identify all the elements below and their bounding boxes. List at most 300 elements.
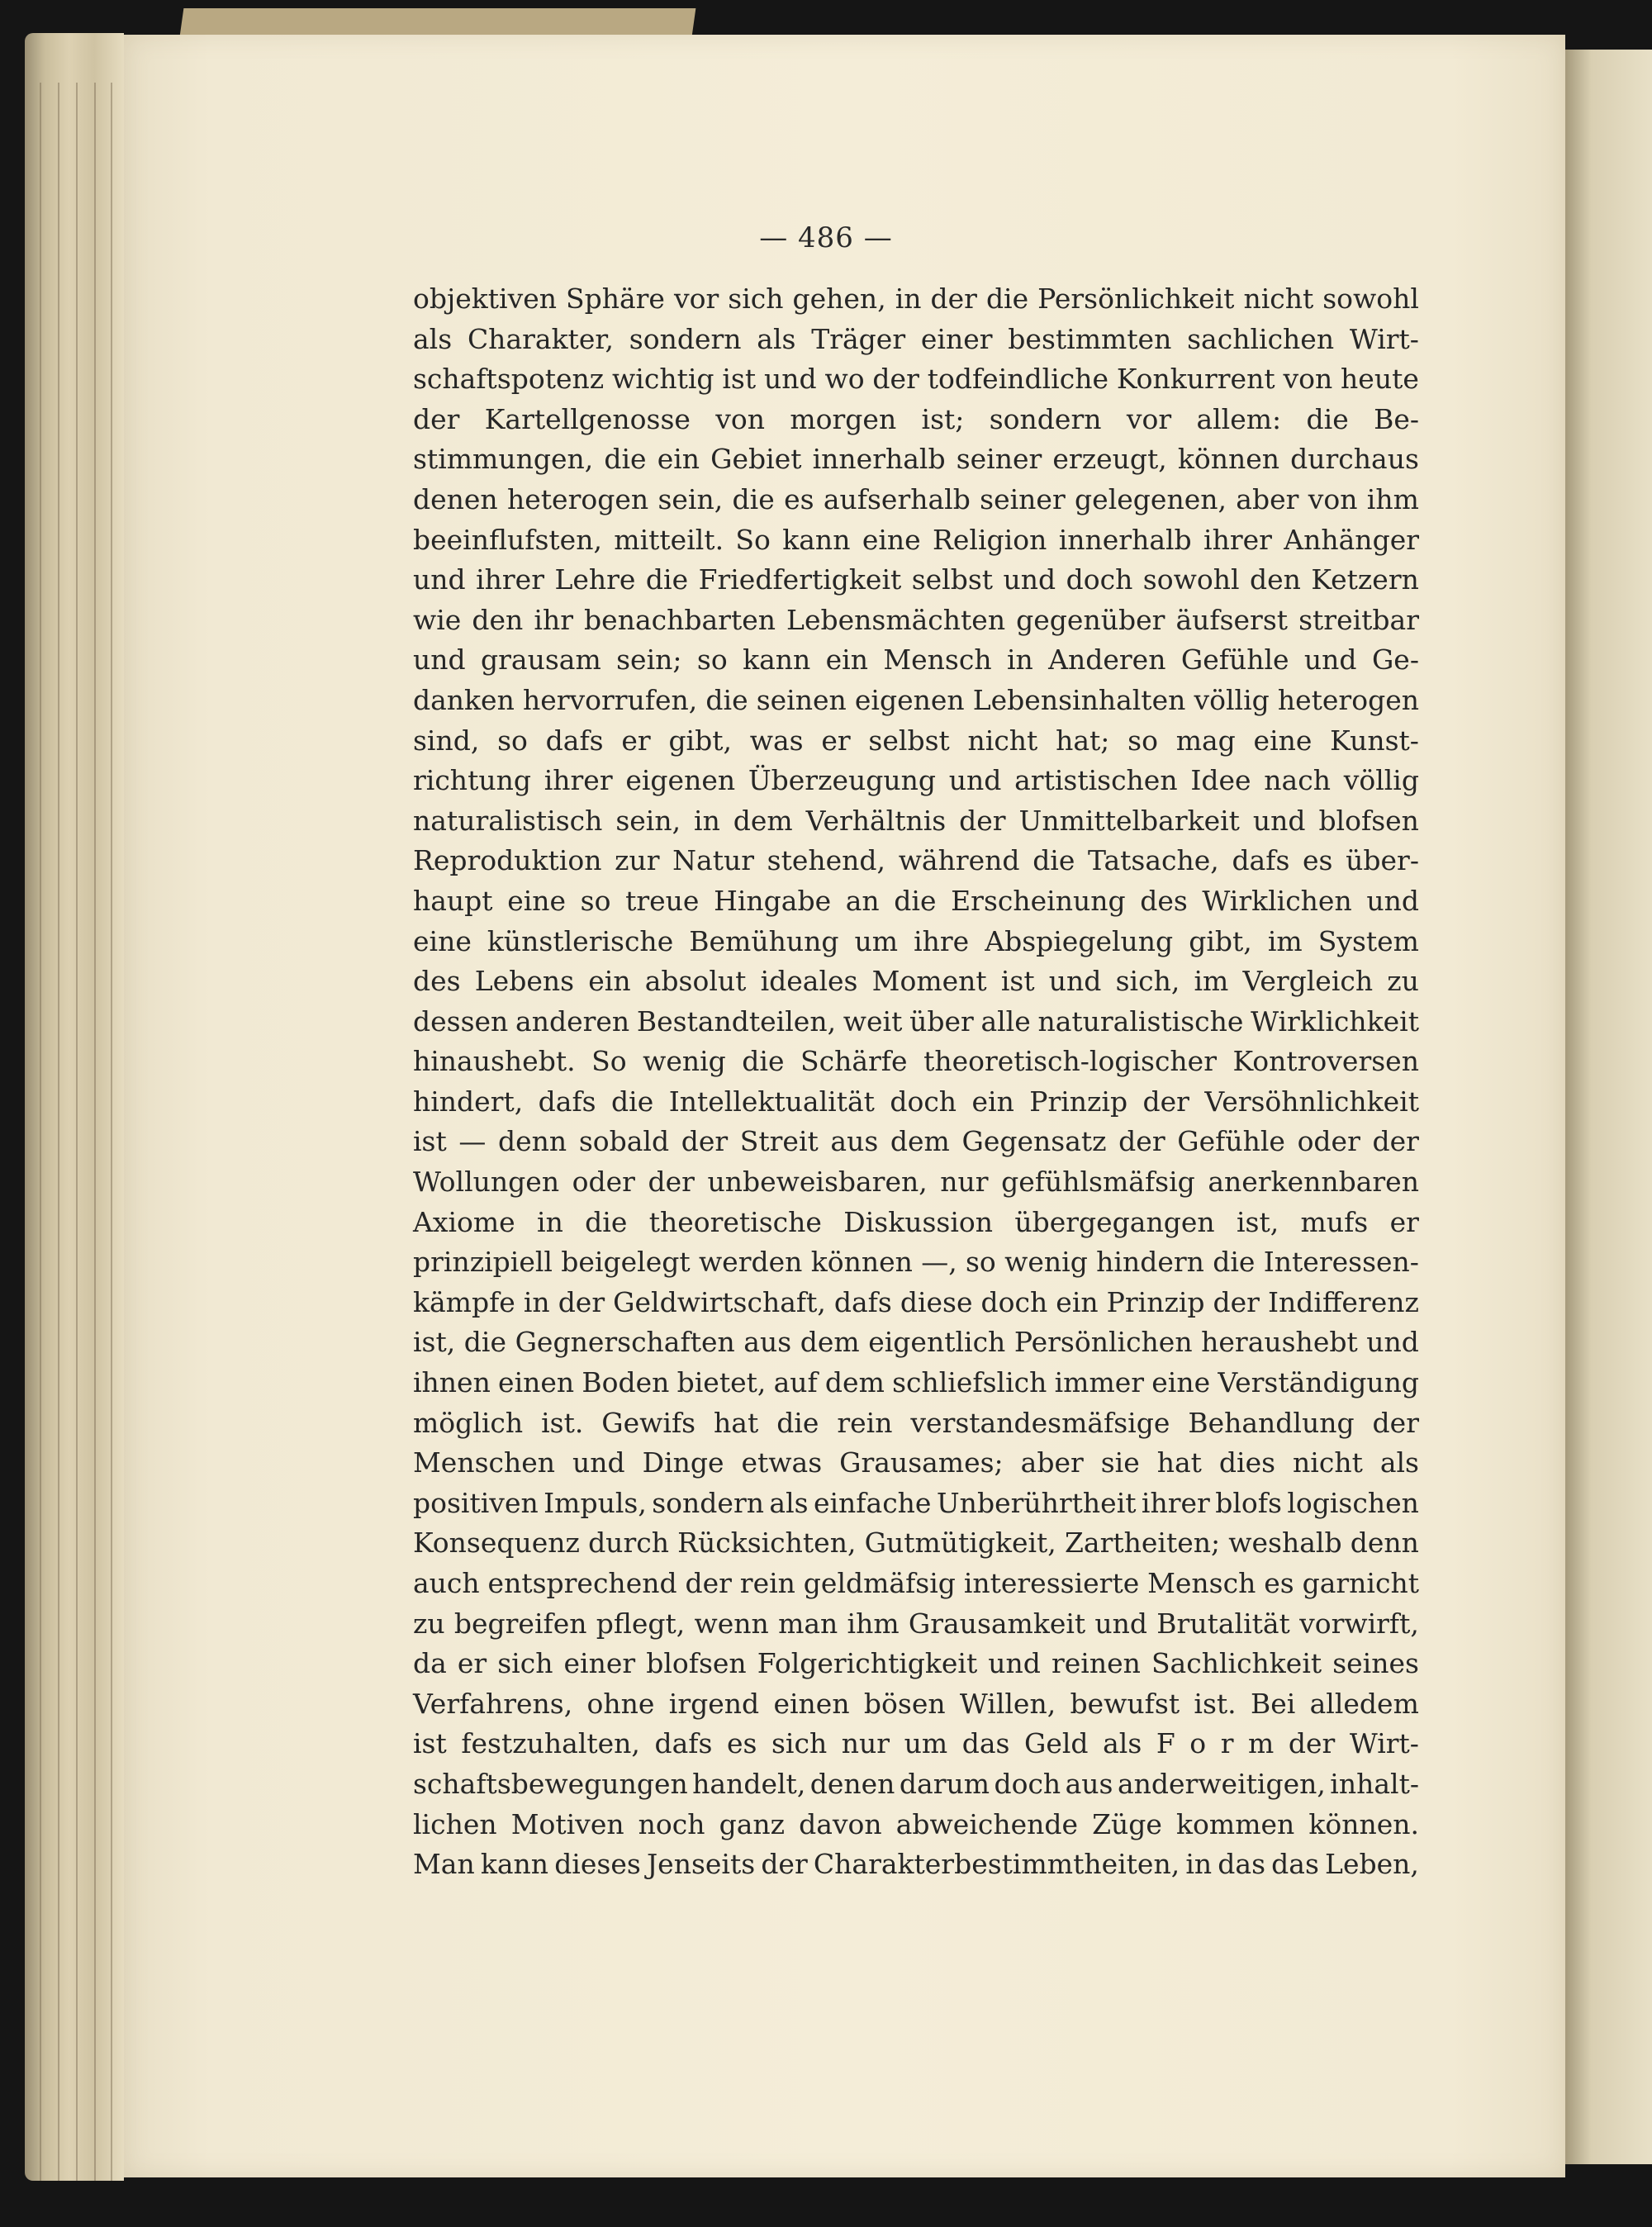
word: aber	[1020, 1446, 1084, 1479]
word: die	[604, 443, 647, 476]
word: Grausames;	[839, 1446, 1004, 1479]
word: seiner	[956, 443, 1042, 476]
word: nur	[841, 1727, 890, 1760]
word: reinen	[1051, 1647, 1141, 1680]
word: Sphäre	[566, 283, 665, 315]
word: sowohl	[1142, 563, 1240, 596]
word: artistischen	[1014, 764, 1178, 797]
word: Bestandteilen,	[636, 1004, 837, 1038]
word: Verständigung	[1218, 1366, 1419, 1399]
word: weit	[843, 1004, 903, 1038]
word: So	[591, 1045, 627, 1078]
word: Wirklichen	[1202, 884, 1352, 917]
word: Be-	[1374, 402, 1419, 435]
word: So	[735, 523, 771, 556]
word: interessierte	[963, 1567, 1140, 1599]
word: immer	[1054, 1366, 1145, 1399]
word: Wollungen	[413, 1166, 560, 1199]
word: und	[1366, 884, 1419, 917]
word: aber	[1236, 482, 1299, 515]
word: naturalistisch	[413, 804, 603, 837]
word: ihre	[914, 924, 970, 957]
word: ist	[1000, 965, 1035, 998]
word: Reproduktion	[413, 844, 602, 877]
word: ist;	[921, 402, 965, 435]
text-line	[413, 681, 1419, 721]
word: Brutalität	[1156, 1607, 1290, 1640]
word: einer	[563, 1647, 636, 1680]
word: kommen	[1176, 1807, 1295, 1840]
word: davon	[799, 1807, 882, 1840]
word: er	[457, 1647, 487, 1680]
word: der	[1372, 1406, 1419, 1439]
word: Leben,	[1325, 1848, 1419, 1881]
text-line	[413, 1322, 1419, 1363]
word: garnicht	[1302, 1567, 1419, 1599]
word: selbst	[868, 724, 950, 757]
text-line	[413, 640, 1419, 681]
text-line	[413, 962, 1419, 1002]
word: Dinge	[642, 1446, 724, 1479]
word: Abspiegelung	[985, 924, 1174, 957]
word: unbeweisbaren,	[707, 1166, 928, 1199]
word: ihrer	[544, 764, 613, 797]
word: mufs	[1300, 1205, 1369, 1238]
word: der	[959, 804, 1006, 837]
word: eine	[1151, 1366, 1211, 1399]
text-line	[413, 1203, 1419, 1243]
text-line	[413, 1002, 1419, 1042]
page-number: — 486 —	[759, 221, 893, 254]
word: Willen,	[959, 1687, 1056, 1720]
word: pflegt,	[596, 1607, 686, 1640]
word: blofs	[1215, 1486, 1282, 1519]
word: seiner	[980, 482, 1066, 515]
word: naturalistische	[1037, 1004, 1244, 1038]
word: die	[985, 283, 1029, 315]
page-edge-line	[111, 83, 112, 2181]
word: Streit	[739, 1125, 819, 1158]
word: das	[1218, 1848, 1266, 1881]
text-line	[413, 560, 1419, 601]
word: der	[681, 1125, 729, 1158]
word: eigentlich	[868, 1326, 1006, 1359]
text-line	[413, 1724, 1419, 1764]
word: eine	[1253, 724, 1313, 757]
word: dafs	[545, 724, 604, 757]
word: als	[757, 322, 796, 355]
word: vorwirft,	[1299, 1607, 1419, 1640]
word: Persönlichen	[1014, 1326, 1193, 1359]
word: sondern	[629, 322, 742, 355]
word: hervorrufen,	[522, 683, 698, 716]
word: gegenüber	[1016, 603, 1165, 636]
word: inhalt-	[1330, 1767, 1419, 1800]
word: über	[909, 1004, 974, 1038]
word: zur	[615, 844, 660, 877]
word: als	[769, 1486, 809, 1519]
word: rein	[837, 1406, 893, 1439]
word: es	[1303, 844, 1333, 877]
word: —	[458, 1125, 487, 1158]
word: der	[761, 1848, 808, 1881]
word: Man	[413, 1848, 475, 1881]
word: denen	[413, 482, 498, 515]
word: Verhältnis	[805, 804, 947, 837]
word: ganz	[719, 1807, 786, 1840]
word: kann	[782, 523, 851, 556]
word: mag	[1175, 724, 1236, 757]
word: in	[523, 1285, 550, 1318]
word: objektiven	[413, 283, 557, 315]
word: Idee	[1190, 764, 1251, 797]
word: doch	[890, 1085, 957, 1118]
word: das	[1271, 1848, 1319, 1881]
word: Motiven	[510, 1807, 624, 1840]
word: und	[572, 1446, 625, 1479]
word: dem	[733, 804, 793, 837]
word: schaftspotenz	[413, 363, 605, 396]
text-line	[413, 841, 1419, 881]
word: die	[705, 683, 748, 716]
word: die	[742, 1045, 785, 1078]
word: entsprechend	[487, 1567, 677, 1599]
word: die	[463, 1326, 507, 1359]
word: alle	[980, 1004, 1031, 1038]
word: Rücksichten,	[677, 1527, 857, 1560]
word: ein	[971, 1085, 1014, 1118]
page-edge-line	[76, 83, 78, 2181]
word: und	[948, 764, 1002, 797]
word: einfache	[813, 1486, 932, 1519]
word: eigenen	[854, 683, 965, 716]
word: benachbarten	[584, 603, 776, 636]
word: wie	[413, 603, 462, 636]
word: heterogen	[1277, 683, 1419, 716]
page-edge-line	[94, 83, 96, 2181]
word: sich	[497, 1647, 553, 1680]
word: durch	[588, 1527, 669, 1560]
word: können.	[1308, 1807, 1419, 1840]
word: Unmittelbarkeit	[1018, 804, 1240, 837]
word: es	[1264, 1567, 1294, 1599]
word: möglich	[413, 1406, 524, 1439]
word: handelt,	[692, 1767, 806, 1800]
word: als	[1379, 1446, 1419, 1479]
word: die	[585, 1205, 628, 1238]
word: eine	[413, 924, 472, 957]
word: den	[1249, 563, 1301, 596]
word: die	[611, 1085, 654, 1118]
word: todfeindliche	[927, 363, 1109, 396]
word: mitteilt.	[614, 523, 724, 556]
word: hat	[714, 1406, 759, 1439]
word: Interessen-	[1263, 1246, 1419, 1279]
facing-page-edge	[1565, 50, 1652, 2164]
text-line	[413, 922, 1419, 962]
word: gelegenen,	[1075, 482, 1227, 515]
text-line	[413, 881, 1419, 922]
word: begreifen	[453, 1607, 587, 1640]
word: Religion	[933, 523, 1047, 556]
word: Friedfertigkeit	[698, 563, 902, 596]
word: nicht	[967, 724, 1038, 757]
word: ist,	[1236, 1205, 1279, 1238]
word: einen	[773, 1687, 850, 1720]
word: zu	[1387, 965, 1419, 998]
word: etwas	[741, 1446, 823, 1479]
word: ein	[825, 643, 868, 677]
word: und	[413, 563, 466, 596]
word: künstlerische	[487, 924, 674, 957]
word: schaftsbewegungen	[413, 1767, 688, 1800]
word: man	[778, 1607, 838, 1640]
word: können	[810, 1246, 913, 1279]
word: und	[413, 643, 466, 677]
word: und	[763, 363, 817, 396]
text-line	[413, 1122, 1419, 1162]
word: so	[580, 884, 611, 917]
word: Bei	[1250, 1687, 1296, 1720]
word: die	[1213, 1246, 1256, 1279]
word: anderweitigen,	[1117, 1767, 1326, 1800]
word: so	[1127, 724, 1158, 757]
word: Persönlichkeit	[1037, 283, 1235, 315]
word: Anhänger	[1284, 523, 1419, 556]
text-line	[413, 359, 1419, 400]
word: so	[497, 724, 528, 757]
word: und	[988, 1647, 1041, 1680]
word: sein,	[615, 804, 681, 837]
word: aus	[1065, 1767, 1113, 1800]
word: Verfahrens,	[413, 1687, 573, 1720]
text-line	[413, 1523, 1419, 1564]
word: in	[694, 804, 720, 837]
word: gibt,	[1189, 924, 1252, 957]
word: eigenen	[625, 764, 736, 797]
word: anderen	[515, 1004, 630, 1038]
word: Boden	[582, 1366, 670, 1399]
word: Jenseits	[646, 1848, 756, 1881]
word: weshalb	[1228, 1527, 1342, 1560]
word: ihnen	[413, 1366, 491, 1399]
text-line	[413, 480, 1419, 520]
word: oder	[572, 1166, 635, 1199]
word: völlig	[1194, 683, 1270, 716]
word: auf	[773, 1366, 818, 1399]
word: vor	[1126, 402, 1172, 435]
word: Gegensatz	[961, 1125, 1107, 1158]
word: Gefühle	[1180, 643, 1289, 677]
word: von	[1283, 363, 1333, 396]
word: nicht	[1243, 283, 1314, 315]
page-edge-line	[40, 83, 41, 2181]
word: bösen	[863, 1687, 946, 1720]
word: Gutmütigkeit,	[864, 1527, 1056, 1560]
word: ihm	[1366, 482, 1419, 515]
word: diese	[900, 1285, 973, 1318]
text-line	[413, 801, 1419, 842]
word: bietet,	[676, 1366, 767, 1399]
word: dafs	[654, 1727, 713, 1760]
word: der	[558, 1285, 605, 1318]
word: —,	[921, 1246, 957, 1279]
word: dieses	[554, 1848, 641, 1881]
word: der	[930, 283, 977, 315]
text-line	[413, 439, 1419, 480]
word: beeinflufsten,	[413, 523, 602, 556]
word: ein	[1056, 1285, 1099, 1318]
word: blofsen	[646, 1647, 747, 1680]
word: dem	[890, 1125, 950, 1158]
word: rein	[739, 1567, 795, 1599]
word: die	[894, 884, 937, 917]
word: vor	[673, 283, 719, 315]
word: F	[1156, 1727, 1175, 1760]
word: und	[1252, 804, 1306, 837]
word: die	[1032, 844, 1075, 877]
word: Moment	[871, 965, 987, 998]
word: r	[1220, 1727, 1234, 1760]
word: wenig	[643, 1045, 726, 1078]
word: hindert,	[413, 1085, 524, 1118]
word: eine	[507, 884, 567, 917]
word: so	[696, 643, 728, 677]
page-edge-line	[58, 83, 59, 2181]
word: wenn	[694, 1607, 769, 1640]
word: sobald	[578, 1125, 670, 1158]
word: dem	[800, 1326, 860, 1359]
word: Gefühle	[1177, 1125, 1285, 1158]
word: er	[821, 724, 851, 757]
word: theoretische	[648, 1205, 822, 1238]
word: alledem	[1309, 1687, 1419, 1720]
word: haupt	[413, 884, 493, 917]
text-line	[413, 320, 1419, 360]
word: der	[648, 1166, 695, 1199]
word: Konsequenz	[413, 1527, 580, 1560]
text-line	[413, 1564, 1419, 1604]
word: seines	[1332, 1647, 1419, 1680]
word: und	[1094, 1607, 1148, 1640]
word: sich,	[1115, 965, 1180, 998]
word: sein;	[616, 643, 682, 677]
word: noch	[638, 1807, 705, 1840]
word: doch	[980, 1285, 1048, 1318]
text-line	[413, 1484, 1419, 1524]
word: sie	[1100, 1446, 1140, 1479]
word: der	[1142, 1085, 1189, 1118]
word: darum	[899, 1767, 990, 1800]
word: in	[895, 283, 922, 315]
word: kämpfe	[413, 1285, 515, 1318]
word: bewufst	[1070, 1687, 1180, 1720]
word: blofsen	[1318, 804, 1419, 837]
word: stehend,	[767, 844, 886, 877]
word: Geld	[1023, 1727, 1089, 1760]
word: das	[961, 1727, 1010, 1760]
word: im	[1267, 924, 1303, 957]
word: durchaus	[1290, 443, 1419, 476]
word: Natur	[672, 844, 755, 877]
word: um	[854, 924, 899, 957]
word: Lehre	[554, 563, 636, 596]
text-line	[413, 601, 1419, 641]
word: Behandlung	[1188, 1406, 1355, 1439]
text-line	[413, 1042, 1419, 1082]
word: Impuls,	[544, 1486, 647, 1519]
word: verstandesmäfsige	[910, 1406, 1170, 1439]
word: ist.	[1194, 1687, 1237, 1720]
word: ist,	[413, 1326, 456, 1359]
text-line	[413, 1805, 1419, 1845]
word: theoretisch-logischer	[923, 1045, 1217, 1078]
word: m	[1248, 1727, 1275, 1760]
word: Überzeugung	[748, 764, 937, 797]
word: Menschen	[413, 1446, 556, 1479]
word: festzuhalten,	[461, 1727, 640, 1760]
word: ihm	[847, 1607, 900, 1640]
word: übergegangen	[1014, 1205, 1215, 1238]
word: morgen	[790, 402, 897, 435]
word: Ge-	[1371, 643, 1419, 677]
word: einer	[920, 322, 993, 355]
word: allem:	[1196, 402, 1282, 435]
word: aufserhalb	[823, 482, 971, 515]
word: doch	[994, 1767, 1061, 1800]
text-line	[413, 1242, 1419, 1283]
word: Unberührtheit	[936, 1486, 1137, 1519]
word: gibt,	[668, 724, 732, 757]
word: dies	[1218, 1446, 1276, 1479]
word: Folgerichtigkeit	[757, 1647, 978, 1680]
word: gefühlsmäfsig	[1001, 1166, 1195, 1199]
word: selbst	[911, 563, 994, 596]
text-line	[413, 1845, 1419, 1885]
word: streitbar	[1298, 603, 1419, 636]
word: Bemühung	[689, 924, 839, 957]
word: hinaushebt.	[413, 1045, 576, 1078]
word: Versöhnlichkeit	[1204, 1085, 1419, 1118]
word: Lebens	[474, 965, 575, 998]
word: der	[1288, 1727, 1336, 1760]
word: von	[715, 402, 766, 435]
word: der	[872, 363, 919, 396]
word: innerhalb	[1058, 523, 1192, 556]
word: dem	[824, 1366, 885, 1399]
word: sondern	[989, 402, 1102, 435]
word: Sachlichkeit	[1151, 1647, 1322, 1680]
text-line	[413, 1684, 1419, 1725]
word: wenig	[1004, 1246, 1088, 1279]
body-text	[413, 279, 1419, 1885]
text-line	[413, 721, 1419, 762]
word: sondern	[652, 1486, 764, 1519]
word: danken	[413, 683, 515, 716]
word: Wirt-	[1349, 322, 1419, 355]
word: stimmungen,	[413, 443, 594, 476]
word: hindern	[1096, 1246, 1204, 1279]
text-line	[413, 1644, 1419, 1684]
word: schliefslich	[892, 1366, 1047, 1399]
word: ihrer	[1203, 523, 1272, 556]
word: um	[904, 1727, 948, 1760]
word: ihr	[534, 603, 573, 636]
word: nur	[940, 1166, 989, 1199]
word: Mensch	[883, 643, 992, 677]
word: und	[1366, 1326, 1419, 1359]
word: sein,	[657, 482, 724, 515]
